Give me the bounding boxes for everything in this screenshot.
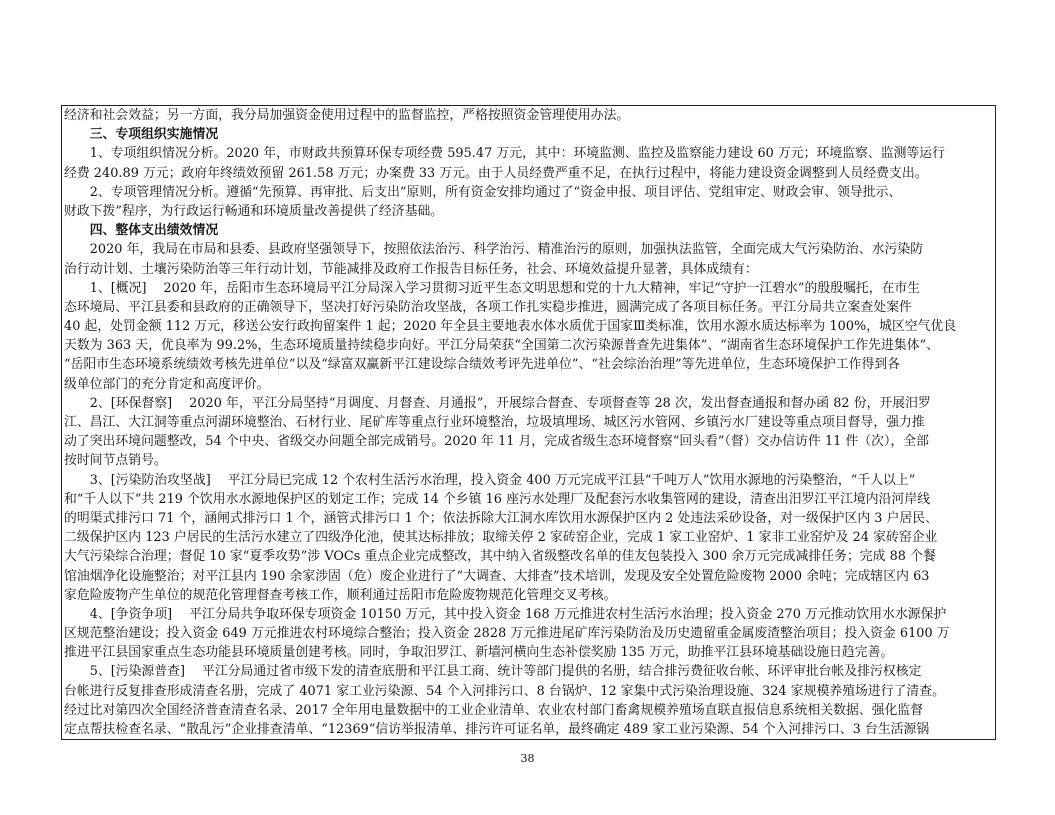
text-line: 级单位部门的充分肯定和高度评价。 <box>64 376 270 392</box>
text-line: 家危险废物产生单位的规范化管理督查考核工作，顺利通过岳阳市危险废物规范化管理交叉考核。 <box>64 587 617 603</box>
text-line: 1、[概况] 2020 年，岳阳市生态环境局平江分局深入学习贯彻习近平生态文明思想和党的十九大精神，牢记“守护一江碧水”的殷殷嘱托，在市生 <box>64 280 921 296</box>
text-line: 区规范整治建设；投入资金 649 万元推进农村环境综合整治；投入资金 2828 万元推进尾矿库污染防治及历史遗留重金属废渣整治项目；投入资金 6100 万 <box>64 626 950 642</box>
document-body <box>62 106 995 739</box>
section-heading: 四、整体支出绩效情况 <box>64 223 219 239</box>
text-line: 3、[污染防治攻坚战] 平江分局已完成 12 个农村生活污水治理，投入资金 400 万元完成平江县“千吨万人”饮用水源地的污染整治，“千人以上” <box>64 472 916 488</box>
text-line: 二级保护区内 123 户居民的生活污水建立了四级净化池，使其达标排放；取缔关停 2 家砖窑企业，完成 1 家工业窑炉、1 家非工业窑炉及 24 家砖窑企业 <box>64 530 938 546</box>
text-line: 动了突出环境问题整改，54 个中央、省级交办问题全部完成销号。2020 年 11 月，完成省级生态环境督察“回头看”（督）交办信访件 11 件（次），全部 <box>64 434 929 450</box>
text-line: 和“千人以下”共 219 个饮用水水源地保护区的划定工作；完成 14 个乡镇 16 座污水处理厂及配套污水收集管网的建设，清查出汨罗江平江境内沿河岸线 <box>64 491 931 507</box>
text-line: 治行动计划、土壤污染防治等三年行动计划，节能减排及政府工作报告目标任务，社会、环境效益提升显著，具体成绩有： <box>64 261 758 277</box>
text-line: 推进平江县国家重点生态功能县环境质量创建考核。同时，争取汨罗江、新墙河横向生态补偿奖励 135 万元，助推平江县环境基础设施日趋完善。 <box>64 645 894 661</box>
section-heading: 三、专项组织实施情况 <box>64 127 219 143</box>
text-line: 大气污染综合治理；督促 10 家“夏季攻势”涉 VOCs 重点企业完成整改，其中纳入省级整改名单的佳友包装投入 300 余万元完成减排任务；完成 88 个餐 <box>64 549 936 565</box>
text-line: 5、[污染源普查] 平江分局通过省市级下发的清查底册和平江县工商、统计等部门提供的名册，结合排污费征收台帐、环评审批台帐及排污权核定 <box>64 664 922 680</box>
text-line: 经济和社会效益；另一方面，我分局加强资金使用过程中的监督监控，严格按照资金管理使用办法。 <box>64 108 630 123</box>
text-line: 财政下拨”程序，为行政运行畅通和环境质量改善提供了经济基础。 <box>64 203 444 219</box>
text-line: 台帐进行反复排查形成清查名册，完成了 4071 家工业污染源、54 个入河排污口、8 台锅炉、12 家集中式污染治理设施、324 家规模养殖场进行了清查。 <box>64 683 945 699</box>
text-line: 的明渠式排污口 71 个，涵闸式排污口 1 个，涵管式排污口 1 个；依法拆除大江洞水库饮用水源保护区内 2 处违法采砂设备，对一级保护区内 3 户居民、 <box>64 510 938 526</box>
text-line: 天数为 363 天，优良率为 99.2%，生态环境质量持续稳步向好。平江分局荣获“全国第二次污染源普查先进集体”、“湖南省生态环境保护工作先进集体”、 <box>64 338 940 354</box>
text-line: 定点帮扶检查名录、“散乱污”企业排查清单、“12369”信访举报清单、排污许可证名单，最终确定 489 家工业污染源、54 个入河排污口、3 台生活源锅 <box>64 722 930 737</box>
page-number: 38 <box>520 752 535 765</box>
text-line: 2、[环保督察] 2020 年，平江分局坚持“月调度、月督查、月通报”，开展综合督查、专项督查等 28 次，发出督查通报和督办函 82 份，开展汨罗 <box>64 395 931 411</box>
text-line: “岳阳市生态环境系统绩效考核先进单位”以及“绿富双赢新平江建设综合绩效考评先进单位”、“社会综治治理”等先进单位，生态环境保护工作得到各 <box>64 357 901 373</box>
text-line: 江、昌江、大江洞等重点河湖环境整治、石材行业、尾矿库等重点行业环境整治，垃圾填埋场、城区污水管网、乡镇污水厂建设等重点项目督导，强力推 <box>64 415 925 430</box>
text-line: 经费 240.89 万元；政府年终绩效预留 261.58 万元；办案费 33 万元。由于人员经费严重不足，在执行过程中，将能力建设资金调整到人员经费支出。 <box>64 165 928 181</box>
document-table-frame <box>61 105 996 740</box>
text-line: 态环境局、平江县委和县政府的正确领导下，坚决打好污染防治攻坚战，各项工作扎实稳步推进，圆满完成了各项目标任务。平江分局共立案查处案件 <box>64 299 912 315</box>
text-line: 2020 年，我局在市局和县委、县政府坚强领导下，按照依法治污、科学治污、精准治污的原则，加强执法监管，全面完成大气污染防治、水污染防 <box>64 242 924 258</box>
text-line: 1、专项组织情况分析。2020 年，市财政共预算环保专项经费 595.47 万元，其中：环境监测、监控及监察能力建设 60 万元；环境监察、监测等运行 <box>64 146 945 162</box>
text-line: 经过比对第四次全国经济普查清查名录、2017 全年用电量数据中的工业企业清单、农业农村部门畜禽规模养殖场直联直报信息系统相关数据、强化监督 <box>64 702 924 718</box>
text-line: 4、[争资争项] 平江分局共争取环保专项资金 10150 万元，其中投入资金 168 万元推进农村生活污水治理；投入资金 270 万元推动饮用水水源保护 <box>64 606 947 622</box>
text-line: 按时间节点销号。 <box>64 453 167 469</box>
text-line: 馆油烟净化设施整治；对平江县内 190 余家涉固（危）废企业进行了“大调查、大排查”技术培训，发现及安全处置危险废物 2000 余吨；完成辖区内 63 <box>64 568 930 584</box>
text-line: 40 起，处罚金额 112 万元，移送公安行政拘留案件 1 起；2020 年全县主要地表水体水质优于国家Ⅲ类标准，饮用水源水质达标率为 100%，城区空气优良 <box>64 319 957 335</box>
text-line: 2、专项管理情况分析。遵循“先预算、再审批、后支出”原则，所有资金安排均通过了“资金申报、项目评估、党组审定、财政会审、领导批示、 <box>64 184 902 200</box>
